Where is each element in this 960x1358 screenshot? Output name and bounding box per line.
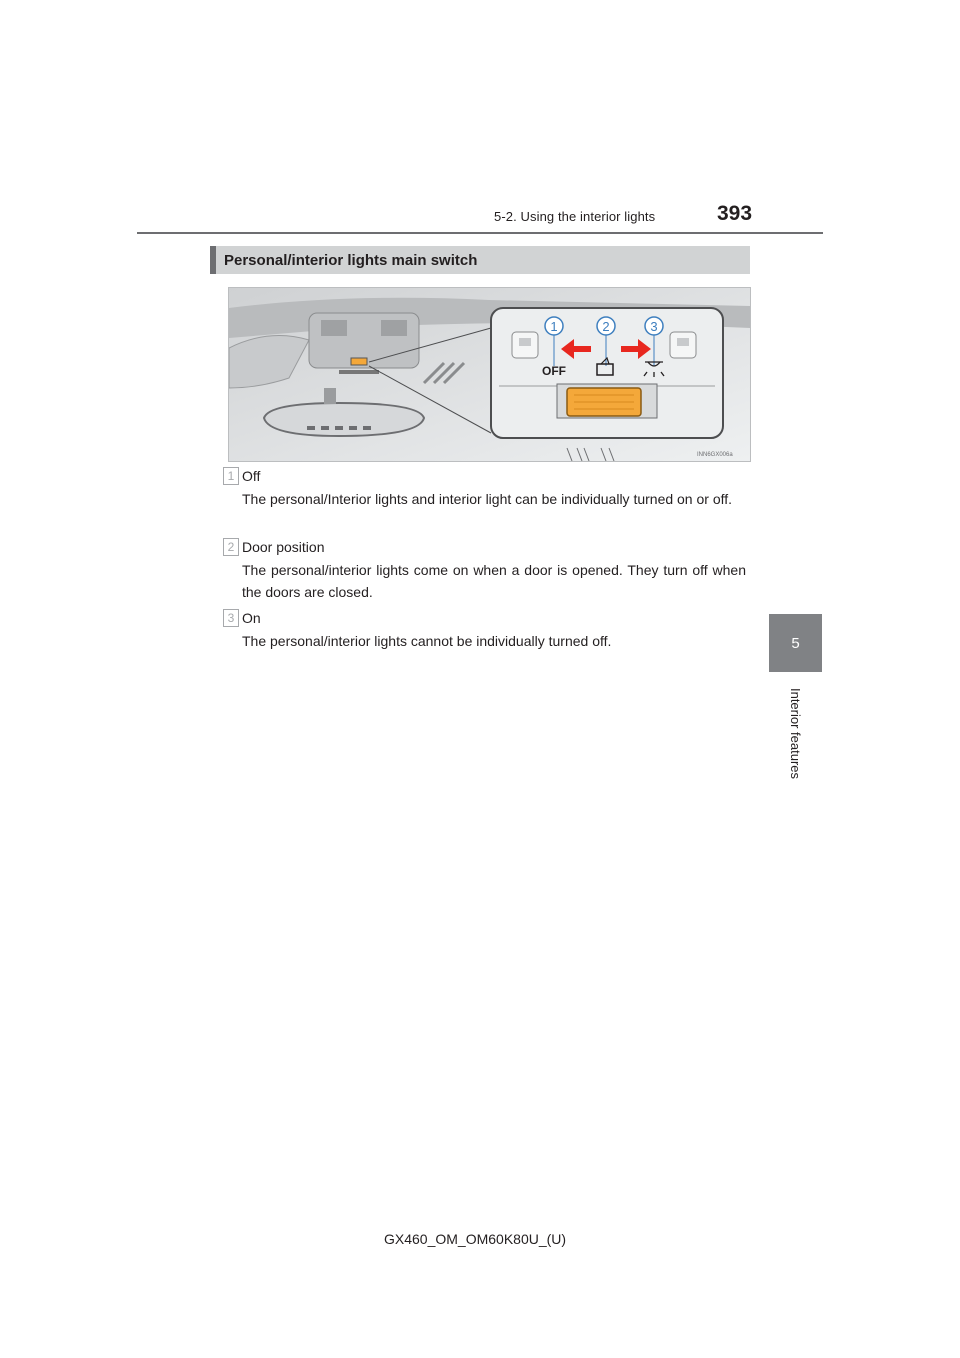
item-number-3: 3 [223,609,239,627]
section-header [210,246,750,274]
switch-illustration-svg [229,288,750,461]
rearview-mirror [264,403,424,436]
callout-label-1: 1 [550,319,558,334]
console-lamp-left [321,320,347,336]
item-desc-off: The personal/Interior lights and interior light can be individually turned on or off. [242,491,733,507]
mirror-mount [324,388,336,404]
section-title: Personal/interior lights main switch [224,251,478,269]
header-section-title: 5-2. Using the interior lights [494,209,656,224]
image-code: INN6GX006a [697,452,733,458]
item-title-on: On [242,610,261,626]
page-number: 393 [717,202,753,225]
switch-illustration [228,287,751,462]
chapter-title-text: Interior features [788,687,804,779]
item-desc-door-position: The personal/interior lights come on when a door is opened. They turn off when the doors are closed. [242,562,746,600]
item-desc-on: The personal/interior lights cannot be individually turned off. [242,633,612,649]
item-title-door-position: Door position [242,539,325,555]
footer-code: GX460_OM_OM60K80U_(U) [384,1231,567,1247]
item-number-1: 1 [223,467,239,485]
zoom-lamp-left-lens [519,338,531,346]
console-slot [339,370,379,374]
console-lamp-right [381,320,407,336]
header-rule [137,232,823,234]
console-switch [351,358,367,365]
section-header-bar [210,246,216,274]
chapter-title [769,678,822,788]
zoom-lamp-right-lens [677,338,689,346]
chapter-tab: 5 [769,614,822,672]
callout-label-3: 3 [650,319,658,334]
item-number-2: 2 [223,538,239,556]
off-label: OFF [542,364,566,378]
item-title-off: Off [242,468,261,484]
callout-label-2: 2 [602,319,610,334]
